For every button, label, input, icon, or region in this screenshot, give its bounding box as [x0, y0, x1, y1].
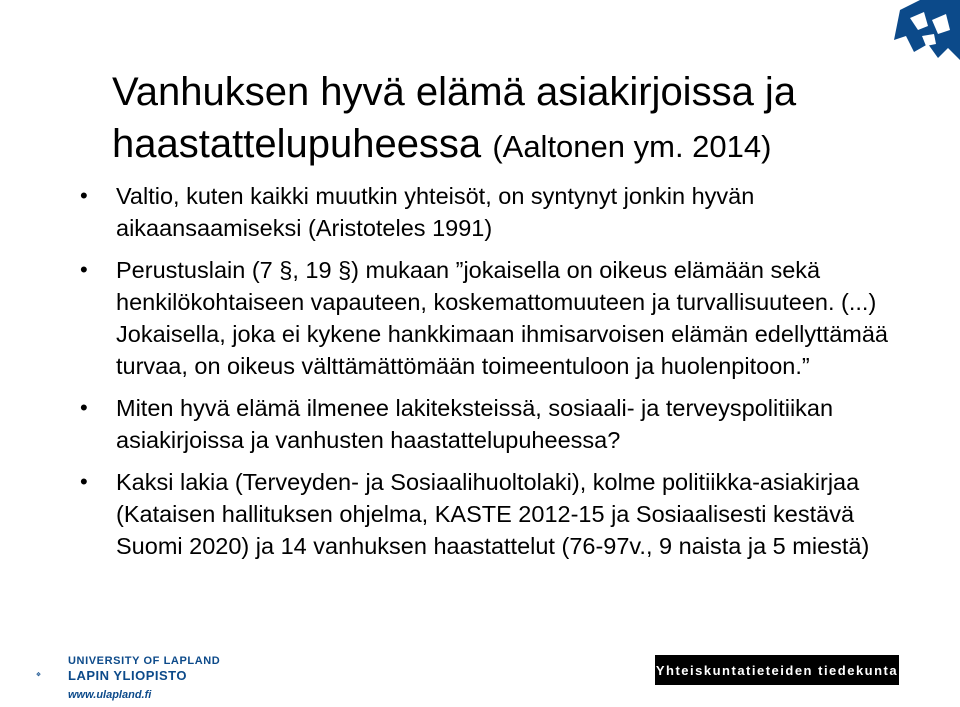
bullet-dot: • [80, 183, 88, 208]
bullet-item [80, 466, 900, 562]
bullet-dot: • [80, 257, 88, 282]
bullet-text: Valtio, kuten kaikki muutkin yhteisöt, on syntynyt jonkin hyvän aikaansaamiseksi (Aristoteles 1991) [116, 183, 755, 241]
university-website-link[interactable]: www.ulapland.fi [68, 689, 152, 701]
bullet-item [80, 180, 900, 244]
bullet-dot: • [80, 469, 88, 494]
bullet-item [80, 254, 900, 382]
title-citation: (Aaltonen ym. 2014) [492, 129, 772, 164]
bullet-dot: • [80, 395, 88, 420]
bullet-text: Perustuslain (7 §, 19 §) mukaan ”jokaisella on oikeus elämään sekä henkilökohtaiseen vapauteen, koskemattomuuteen ja turvallisuuteen. (...) Jokaisella, joka ei kykene hankkimaan ihmisarvoisen elämän edellyttämää turvaa, on oikeus välttämättömään toimeentuloon ja huolenpitoon.” [116, 257, 888, 379]
faculty-label: Yhteiskuntatieteiden tiedekunta [655, 655, 899, 685]
bullet-item [80, 392, 900, 456]
university-wordmark [68, 655, 220, 703]
university-emblem-icon [36, 656, 66, 696]
title-main: Vanhuksen hyvä elämä asiakirjoissa ja haastattelupuheessa [112, 70, 797, 166]
bullet-list [80, 180, 900, 572]
slide-title [112, 66, 912, 173]
bullet-text: Miten hyvä elämä ilmenee lakiteksteissä, sosiaali- ja terveyspolitiikan asiakirjoissa ja vanhusten haastattelupuheessa? [116, 395, 834, 453]
bullet-text: Kaksi lakia (Terveyden- ja Sosiaalihuoltolaki), kolme politiikka-asiakirjaa (Kataisen hallituksen ohjelma, KASTE 2012-15 ja Sosiaalisesti kestävä Suomi 2020) ja 14 vanhuksen haastattelut (76-97v., 9 naista ja 5 miestä) [116, 469, 870, 559]
university-name-fi: LAPIN YLIOPISTO [68, 668, 187, 683]
university-name-en: UNIVERSITY OF LAPLAND [68, 655, 221, 667]
